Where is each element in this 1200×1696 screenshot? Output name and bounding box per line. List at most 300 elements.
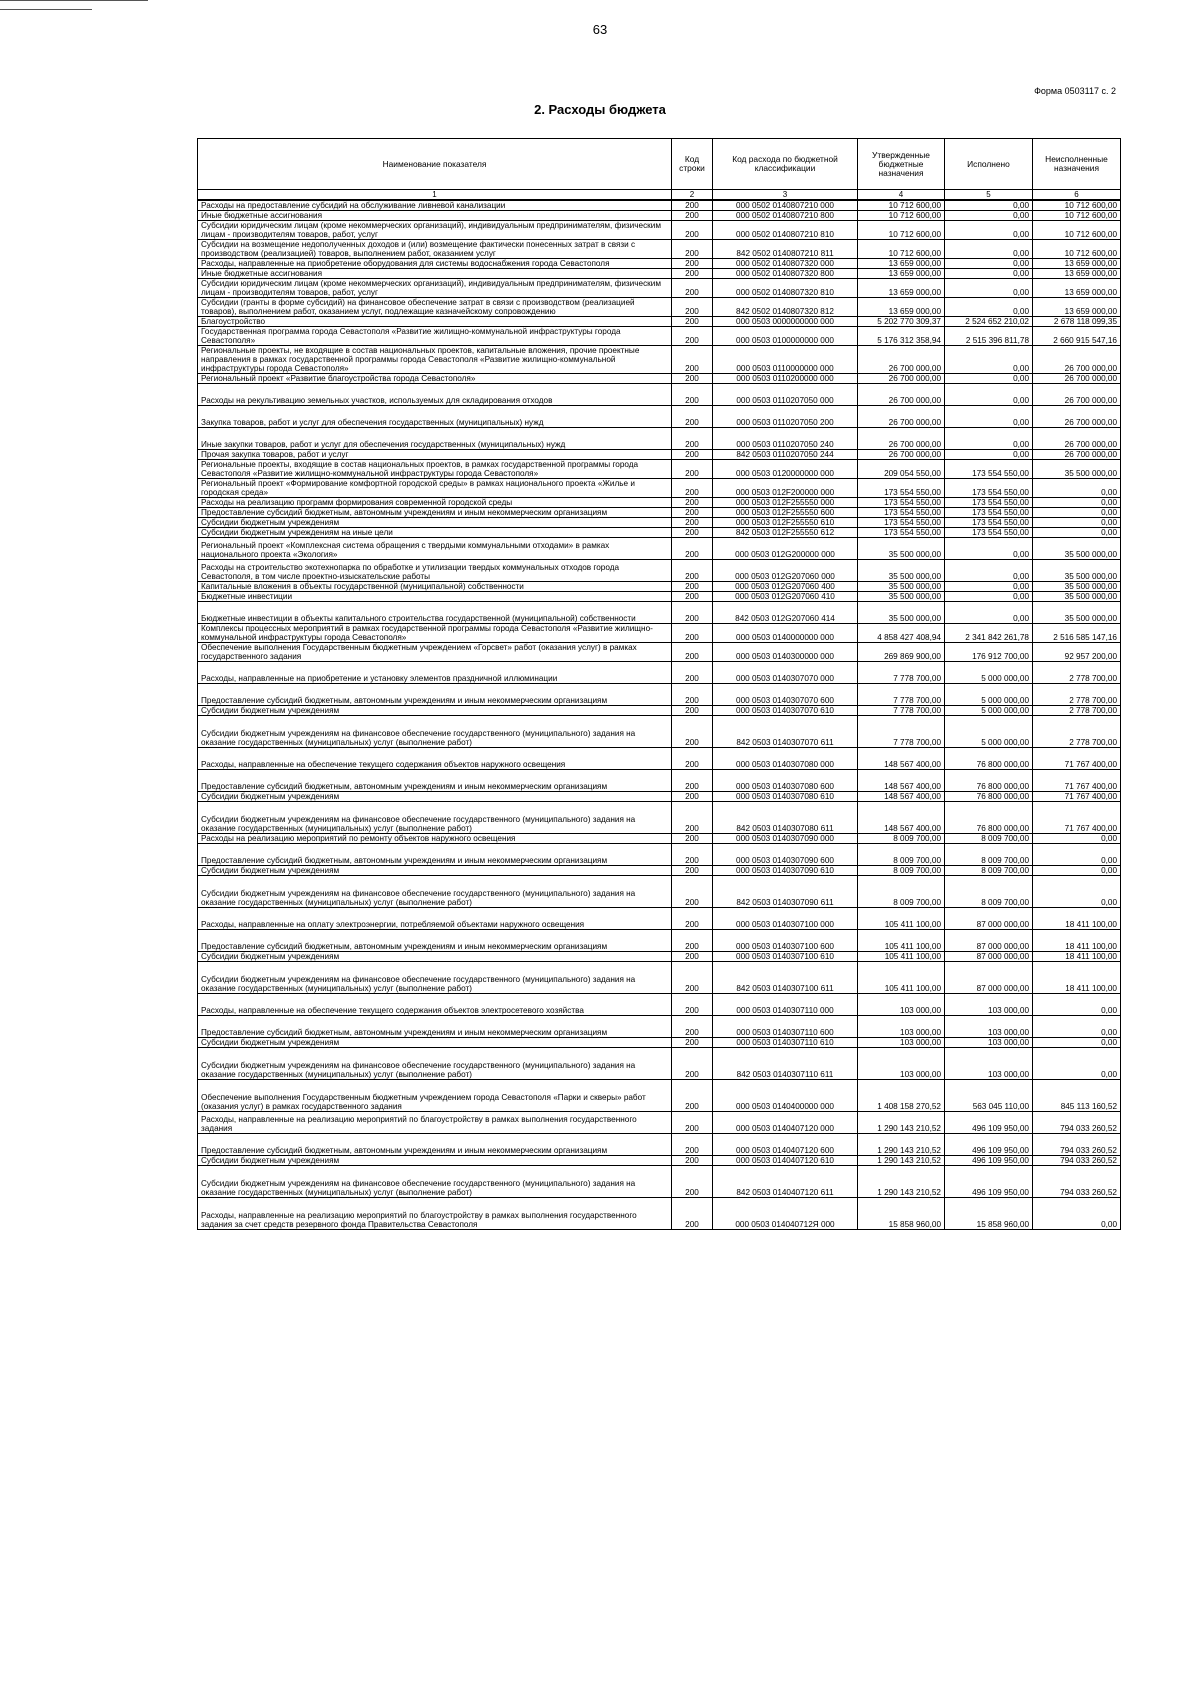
row-name-cell: Субсидии бюджетным учреждениям на финансовое обеспечение государственного (муниципального) задания на оказание государственных (муниципальных) услуг (выполнение работ) xyxy=(198,716,672,748)
row-executed-cell: 15 858 960,00 xyxy=(945,1198,1033,1230)
row-name-cell: Капитальные вложения в объекты государственной (муниципальной) собственности xyxy=(198,582,672,592)
row-name-cell: Предоставление субсидий бюджетным, автономным учреждениям и иным некоммерческим организациям xyxy=(198,508,672,518)
table-row xyxy=(198,560,1121,582)
row-kbk-cell: 000 0502 0140807210 000 xyxy=(713,200,858,211)
row-name-cell: Субсидии бюджетным учреждениям на финансовое обеспечение государственного (муниципального) задания на оказание государственных (муниципальных) услуг (выполнение работ) xyxy=(198,1166,672,1198)
row-unexecuted-cell: 0,00 xyxy=(1033,1198,1121,1230)
table-row xyxy=(198,1038,1121,1048)
row-unexecuted-cell: 13 659 000,00 xyxy=(1033,259,1121,269)
row-code-cell: 200 xyxy=(672,528,713,538)
row-unexecuted-cell: 2 778 700,00 xyxy=(1033,716,1121,748)
row-executed-cell: 2 524 652 210,02 xyxy=(945,317,1033,327)
table-row xyxy=(198,962,1121,994)
table-header-row xyxy=(198,139,1121,190)
row-kbk-cell: 842 0502 0140807320 812 xyxy=(713,298,858,317)
row-executed-cell: 103 000,00 xyxy=(945,1016,1033,1038)
row-code-cell: 200 xyxy=(672,770,713,792)
row-code-cell: 200 xyxy=(672,317,713,327)
row-kbk-cell: 000 0503 012F255550 600 xyxy=(713,508,858,518)
table-row xyxy=(198,844,1121,866)
column-header-name: Наименование показателя xyxy=(198,139,672,190)
row-code-cell: 200 xyxy=(672,450,713,460)
row-unexecuted-cell: 0,00 xyxy=(1033,1038,1121,1048)
row-unexecuted-cell: 794 033 260,52 xyxy=(1033,1134,1121,1156)
row-code-cell: 200 xyxy=(672,802,713,834)
row-executed-cell: 496 109 950,00 xyxy=(945,1156,1033,1166)
row-kbk-cell: 842 0503 0140307100 611 xyxy=(713,962,858,994)
scan-edge-line xyxy=(0,0,148,1)
row-unexecuted-cell: 71 767 400,00 xyxy=(1033,792,1121,802)
row-code-cell: 200 xyxy=(672,844,713,866)
row-kbk-cell: 000 0503 0110207050 200 xyxy=(713,406,858,428)
row-kbk-cell: 000 0502 0140807320 810 xyxy=(713,279,858,298)
row-kbk-cell: 000 0503 0140307100 610 xyxy=(713,952,858,962)
row-kbk-cell: 000 0503 0110207050 240 xyxy=(713,428,858,450)
row-code-cell: 200 xyxy=(672,930,713,952)
row-approved-cell: 8 009 700,00 xyxy=(858,866,945,876)
row-name-cell: Обеспечение выполнения Государственным бюджетным учреждением города Севастополя «Парки и скверы» работ (оказания услуг) в рамках государственного задания xyxy=(198,1080,672,1112)
table-row xyxy=(198,930,1121,952)
row-name-cell: Региональный проект «Комплексная система обращения с твердыми коммунальными отходами» в рамках национального проекта «Экология» xyxy=(198,538,672,560)
row-executed-cell: 2 341 842 261,78 xyxy=(945,624,1033,643)
row-code-cell: 200 xyxy=(672,1048,713,1080)
row-executed-cell: 0,00 xyxy=(945,221,1033,240)
row-kbk-cell: 000 0503 012F255550 610 xyxy=(713,518,858,528)
row-unexecuted-cell: 26 700 000,00 xyxy=(1033,450,1121,460)
row-executed-cell: 0,00 xyxy=(945,428,1033,450)
row-kbk-cell: 000 0502 0140807210 800 xyxy=(713,211,858,221)
row-name-cell: Расходы на предоставление субсидий на обслуживание ливневой канализации xyxy=(198,200,672,211)
row-executed-cell: 76 800 000,00 xyxy=(945,770,1033,792)
row-approved-cell: 103 000,00 xyxy=(858,1038,945,1048)
row-unexecuted-cell: 0,00 xyxy=(1033,834,1121,844)
row-name-cell: Расходы, направленные на реализацию мероприятий по благоустройству в рамках выполнения государственного задания xyxy=(198,1112,672,1134)
table-row xyxy=(198,748,1121,770)
row-executed-cell: 8 009 700,00 xyxy=(945,844,1033,866)
row-name-cell: Предоставление субсидий бюджетным, автономным учреждениям и иным некоммерческим организациям xyxy=(198,684,672,706)
row-kbk-cell: 000 0502 0140807210 810 xyxy=(713,221,858,240)
row-name-cell: Расходы на реализацию мероприятий по ремонту объектов наружного освещения xyxy=(198,834,672,844)
row-unexecuted-cell: 0,00 xyxy=(1033,508,1121,518)
row-name-cell: Субсидии (гранты в форме субсидий) на финансовое обеспечение затрат в связи с производством (реализацией товаров), выполнением работ, оказанием услуг, подлежащие казначейскому сопровождению xyxy=(198,298,672,317)
row-name-cell: Региональный проект «Развитие благоустройства города Севастополя» xyxy=(198,374,672,384)
row-name-cell: Расходы, направленные на реализацию мероприятий по благоустройству в рамках выполнения государственного задания за счет средств резервного фонда Правительства Севастополя xyxy=(198,1198,672,1230)
row-approved-cell: 13 659 000,00 xyxy=(858,259,945,269)
row-name-cell: Расходы на строительство экотехнопарка по обработке и утилизации твердых коммунальных отходов города Севастополя, в том числе проектно-изыскательские работы xyxy=(198,560,672,582)
row-name-cell: Предоставление субсидий бюджетным, автономным учреждениям и иным некоммерческим организациям xyxy=(198,1134,672,1156)
row-kbk-cell: 000 0503 012F255550 000 xyxy=(713,498,858,508)
row-executed-cell: 563 045 110,00 xyxy=(945,1080,1033,1112)
row-name-cell: Предоставление субсидий бюджетным, автономным учреждениям и иным некоммерческим организациям xyxy=(198,844,672,866)
row-executed-cell: 173 554 550,00 xyxy=(945,508,1033,518)
table-row xyxy=(198,876,1121,908)
row-executed-cell: 8 009 700,00 xyxy=(945,866,1033,876)
row-approved-cell: 1 290 143 210,52 xyxy=(858,1156,945,1166)
row-approved-cell: 148 567 400,00 xyxy=(858,792,945,802)
row-executed-cell: 496 109 950,00 xyxy=(945,1166,1033,1198)
row-code-cell: 200 xyxy=(672,834,713,844)
row-name-cell: Предоставление субсидий бюджетным, автономным учреждениям и иным некоммерческим организациям xyxy=(198,930,672,952)
row-kbk-cell: 000 0503 0140307070 610 xyxy=(713,706,858,716)
row-kbk-cell: 000 0503 0140000000 000 xyxy=(713,624,858,643)
row-approved-cell: 103 000,00 xyxy=(858,1016,945,1038)
table-row xyxy=(198,384,1121,406)
row-kbk-cell: 000 0503 0140307090 600 xyxy=(713,844,858,866)
row-kbk-cell: 000 0503 014040712Я 000 xyxy=(713,1198,858,1230)
table-row xyxy=(198,1198,1121,1230)
row-approved-cell: 5 202 770 309,37 xyxy=(858,317,945,327)
row-code-cell: 200 xyxy=(672,428,713,450)
row-unexecuted-cell: 0,00 xyxy=(1033,844,1121,866)
table-row xyxy=(198,592,1121,602)
row-approved-cell: 35 500 000,00 xyxy=(858,592,945,602)
row-executed-cell: 5 000 000,00 xyxy=(945,662,1033,684)
expenditure-table xyxy=(197,138,1121,1230)
row-name-cell: Расходы, направленные на приобретение и установку элементов праздничной иллюминации xyxy=(198,662,672,684)
row-executed-cell: 0,00 xyxy=(945,211,1033,221)
row-executed-cell: 173 554 550,00 xyxy=(945,528,1033,538)
row-unexecuted-cell: 794 033 260,52 xyxy=(1033,1166,1121,1198)
row-kbk-cell: 000 0503 012F200000 000 xyxy=(713,479,858,498)
row-code-cell: 200 xyxy=(672,279,713,298)
row-code-cell: 200 xyxy=(672,346,713,374)
row-name-cell: Субсидии бюджетным учреждениям xyxy=(198,1156,672,1166)
table-row xyxy=(198,952,1121,962)
row-unexecuted-cell: 10 712 600,00 xyxy=(1033,211,1121,221)
row-kbk-cell: 842 0503 0110207050 244 xyxy=(713,450,858,460)
table-body xyxy=(198,200,1121,1230)
row-kbk-cell: 000 0503 0140407120 000 xyxy=(713,1112,858,1134)
row-unexecuted-cell: 35 500 000,00 xyxy=(1033,582,1121,592)
table-row xyxy=(198,221,1121,240)
row-unexecuted-cell: 71 767 400,00 xyxy=(1033,802,1121,834)
row-code-cell: 200 xyxy=(672,406,713,428)
row-code-cell: 200 xyxy=(672,200,713,211)
table-row xyxy=(198,538,1121,560)
row-approved-cell: 35 500 000,00 xyxy=(858,602,945,624)
row-approved-cell: 148 567 400,00 xyxy=(858,802,945,834)
table-row xyxy=(198,374,1121,384)
row-name-cell: Субсидии юридическим лицам (кроме некоммерческих организаций), индивидуальным предпринимателям, физическим лицам - производителям товаров, работ, услуг xyxy=(198,279,672,298)
row-code-cell: 200 xyxy=(672,1198,713,1230)
row-name-cell: Закупка товаров, работ и услуг для обеспечения государственных (муниципальных) нужд xyxy=(198,406,672,428)
report-title: 2. Расходы бюджета xyxy=(534,102,666,117)
row-kbk-cell: 000 0503 0140307070 000 xyxy=(713,662,858,684)
row-approved-cell: 4 858 427 408,94 xyxy=(858,624,945,643)
row-approved-cell: 173 554 550,00 xyxy=(858,508,945,518)
row-code-cell: 200 xyxy=(672,866,713,876)
table-row xyxy=(198,450,1121,460)
row-executed-cell: 103 000,00 xyxy=(945,1048,1033,1080)
row-code-cell: 200 xyxy=(672,374,713,384)
row-unexecuted-cell: 2 778 700,00 xyxy=(1033,684,1121,706)
row-kbk-cell: 000 0503 0140407120 610 xyxy=(713,1156,858,1166)
row-approved-cell: 148 567 400,00 xyxy=(858,770,945,792)
row-executed-cell: 8 009 700,00 xyxy=(945,834,1033,844)
row-unexecuted-cell: 0,00 xyxy=(1033,528,1121,538)
row-executed-cell: 173 554 550,00 xyxy=(945,460,1033,479)
row-kbk-cell: 842 0503 0140407120 611 xyxy=(713,1166,858,1198)
row-code-cell: 200 xyxy=(672,662,713,684)
table-row xyxy=(198,508,1121,518)
row-unexecuted-cell: 26 700 000,00 xyxy=(1033,428,1121,450)
row-name-cell: Региональные проекты, входящие в состав национальных проектов, в рамках государственной программы города Севастополя «Развитие жилищно-коммунальной инфраструктуры города Севастополя» xyxy=(198,460,672,479)
row-approved-cell: 13 659 000,00 xyxy=(858,298,945,317)
row-code-cell: 200 xyxy=(672,269,713,279)
row-unexecuted-cell: 35 500 000,00 xyxy=(1033,602,1121,624)
row-unexecuted-cell: 10 712 600,00 xyxy=(1033,221,1121,240)
row-kbk-cell: 000 0503 0140307100 600 xyxy=(713,930,858,952)
column-header-kbk: Код расхода по бюджетной классификации xyxy=(713,139,858,190)
row-kbk-cell: 000 0503 012G207060 400 xyxy=(713,582,858,592)
row-unexecuted-cell: 26 700 000,00 xyxy=(1033,406,1121,428)
row-unexecuted-cell: 18 411 100,00 xyxy=(1033,930,1121,952)
row-code-cell: 200 xyxy=(672,994,713,1016)
row-code-cell: 200 xyxy=(672,792,713,802)
row-approved-cell: 35 500 000,00 xyxy=(858,560,945,582)
row-executed-cell: 0,00 xyxy=(945,269,1033,279)
table-row xyxy=(198,528,1121,538)
row-kbk-cell: 000 0503 012G207060 000 xyxy=(713,560,858,582)
row-approved-cell: 173 554 550,00 xyxy=(858,498,945,508)
row-unexecuted-cell: 18 411 100,00 xyxy=(1033,952,1121,962)
row-name-cell: Расходы, направленные на оплату электроэнергии, потребляемой объектами наружного освещения xyxy=(198,908,672,930)
row-unexecuted-cell: 13 659 000,00 xyxy=(1033,279,1121,298)
row-approved-cell: 7 778 700,00 xyxy=(858,716,945,748)
row-code-cell: 200 xyxy=(672,538,713,560)
table-row xyxy=(198,1080,1121,1112)
row-code-cell: 200 xyxy=(672,908,713,930)
table-row xyxy=(198,716,1121,748)
row-unexecuted-cell: 13 659 000,00 xyxy=(1033,269,1121,279)
row-name-cell: Комплексы процессных мероприятий в рамках государственной программы города Севастополя «Развитие жилищно-коммунальной инфраструктуры города Севастополя» xyxy=(198,624,672,643)
row-approved-cell: 1 290 143 210,52 xyxy=(858,1134,945,1156)
row-unexecuted-cell: 2 778 700,00 xyxy=(1033,662,1121,684)
row-unexecuted-cell: 794 033 260,52 xyxy=(1033,1112,1121,1134)
table-row xyxy=(198,317,1121,327)
row-name-cell: Иные бюджетные ассигнования xyxy=(198,269,672,279)
row-executed-cell: 0,00 xyxy=(945,200,1033,211)
row-unexecuted-cell: 0,00 xyxy=(1033,1048,1121,1080)
row-code-cell: 200 xyxy=(672,498,713,508)
row-executed-cell: 76 800 000,00 xyxy=(945,748,1033,770)
row-executed-cell: 76 800 000,00 xyxy=(945,792,1033,802)
column-number: 4 xyxy=(858,190,945,201)
row-code-cell: 200 xyxy=(672,592,713,602)
table-row xyxy=(198,770,1121,792)
row-approved-cell: 209 054 550,00 xyxy=(858,460,945,479)
row-code-cell: 200 xyxy=(672,952,713,962)
row-kbk-cell: 842 0503 0140307090 611 xyxy=(713,876,858,908)
row-unexecuted-cell: 26 700 000,00 xyxy=(1033,346,1121,374)
row-executed-cell: 103 000,00 xyxy=(945,1038,1033,1048)
table-row xyxy=(198,479,1121,498)
row-executed-cell: 5 000 000,00 xyxy=(945,716,1033,748)
table-row xyxy=(198,346,1121,374)
row-kbk-cell: 000 0503 0140307080 000 xyxy=(713,748,858,770)
row-kbk-cell: 000 0503 0140307090 610 xyxy=(713,866,858,876)
row-unexecuted-cell: 35 500 000,00 xyxy=(1033,538,1121,560)
row-executed-cell: 2 515 396 811,78 xyxy=(945,327,1033,346)
row-approved-cell: 26 700 000,00 xyxy=(858,450,945,460)
row-approved-cell: 103 000,00 xyxy=(858,1048,945,1080)
table-row xyxy=(198,684,1121,706)
table-row xyxy=(198,802,1121,834)
row-code-cell: 200 xyxy=(672,1156,713,1166)
row-name-cell: Субсидии бюджетным учреждениям xyxy=(198,866,672,876)
row-executed-cell: 0,00 xyxy=(945,406,1033,428)
row-unexecuted-cell: 2 516 585 147,16 xyxy=(1033,624,1121,643)
table-row xyxy=(198,327,1121,346)
row-executed-cell: 0,00 xyxy=(945,602,1033,624)
row-unexecuted-cell: 0,00 xyxy=(1033,994,1121,1016)
row-kbk-cell: 842 0503 012G207060 414 xyxy=(713,602,858,624)
table-row xyxy=(198,643,1121,662)
row-executed-cell: 87 000 000,00 xyxy=(945,962,1033,994)
row-name-cell: Иные бюджетные ассигнования xyxy=(198,211,672,221)
table-row xyxy=(198,259,1121,269)
row-unexecuted-cell: 18 411 100,00 xyxy=(1033,962,1121,994)
row-name-cell: Расходы на реализацию программ формирования современной городской среды xyxy=(198,498,672,508)
row-kbk-cell: 000 0503 0140307090 000 xyxy=(713,834,858,844)
table-row xyxy=(198,624,1121,643)
row-kbk-cell: 000 0503 0140400000 000 xyxy=(713,1080,858,1112)
row-approved-cell: 10 712 600,00 xyxy=(858,221,945,240)
row-approved-cell: 7 778 700,00 xyxy=(858,706,945,716)
row-code-cell: 200 xyxy=(672,716,713,748)
row-executed-cell: 0,00 xyxy=(945,582,1033,592)
row-code-cell: 200 xyxy=(672,479,713,498)
row-executed-cell: 87 000 000,00 xyxy=(945,952,1033,962)
row-code-cell: 200 xyxy=(672,1016,713,1038)
row-code-cell: 200 xyxy=(672,1134,713,1156)
row-approved-cell: 269 869 900,00 xyxy=(858,643,945,662)
row-unexecuted-cell: 2 778 700,00 xyxy=(1033,706,1121,716)
row-approved-cell: 5 176 312 358,94 xyxy=(858,327,945,346)
row-unexecuted-cell: 35 500 000,00 xyxy=(1033,592,1121,602)
row-kbk-cell: 842 0503 0140307110 611 xyxy=(713,1048,858,1080)
table-row xyxy=(198,1134,1121,1156)
row-approved-cell: 13 659 000,00 xyxy=(858,269,945,279)
row-code-cell: 200 xyxy=(672,221,713,240)
row-name-cell: Субсидии бюджетным учреждениям на финансовое обеспечение государственного (муниципального) задания на оказание государственных (муниципальных) услуг (выполнение работ) xyxy=(198,876,672,908)
row-code-cell: 200 xyxy=(672,240,713,259)
row-executed-cell: 173 554 550,00 xyxy=(945,498,1033,508)
row-kbk-cell: 000 0503 0140307110 000 xyxy=(713,994,858,1016)
row-code-cell: 200 xyxy=(672,643,713,662)
row-executed-cell: 173 554 550,00 xyxy=(945,518,1033,528)
row-code-cell: 200 xyxy=(672,508,713,518)
row-approved-cell: 1 290 143 210,52 xyxy=(858,1112,945,1134)
row-kbk-cell: 000 0503 0110000000 000 xyxy=(713,346,858,374)
row-approved-cell: 10 712 600,00 xyxy=(858,240,945,259)
row-approved-cell: 105 411 100,00 xyxy=(858,962,945,994)
row-executed-cell: 0,00 xyxy=(945,592,1033,602)
row-kbk-cell: 000 0503 0140307080 610 xyxy=(713,792,858,802)
table-row xyxy=(198,706,1121,716)
column-number: 1 xyxy=(198,190,672,201)
row-code-cell: 200 xyxy=(672,1080,713,1112)
row-name-cell: Расходы, направленные на приобретение оборудования для системы водоснабжения города Севастополя xyxy=(198,259,672,269)
row-approved-cell: 8 009 700,00 xyxy=(858,844,945,866)
row-approved-cell: 26 700 000,00 xyxy=(858,374,945,384)
row-unexecuted-cell: 92 957 200,00 xyxy=(1033,643,1121,662)
row-code-cell: 200 xyxy=(672,460,713,479)
row-approved-cell: 35 500 000,00 xyxy=(858,538,945,560)
table-row xyxy=(198,498,1121,508)
table-row xyxy=(198,428,1121,450)
row-approved-cell: 1 290 143 210,52 xyxy=(858,1166,945,1198)
row-executed-cell: 173 554 550,00 xyxy=(945,479,1033,498)
table-row xyxy=(198,662,1121,684)
row-name-cell: Субсидии бюджетным учреждениям xyxy=(198,518,672,528)
row-approved-cell: 173 554 550,00 xyxy=(858,528,945,538)
row-code-cell: 200 xyxy=(672,582,713,592)
row-name-cell: Субсидии на возмещение недополученных доходов и (или) возмещение фактически понесенных затрат в связи с производством (реализацией) товаров, выполнением работ, оказанием услуг xyxy=(198,240,672,259)
row-name-cell: Расходы, направленные на обеспечение текущего содержания объектов электросетевого хозяйства xyxy=(198,994,672,1016)
row-executed-cell: 496 109 950,00 xyxy=(945,1112,1033,1134)
row-executed-cell: 176 912 700,00 xyxy=(945,643,1033,662)
row-name-cell: Обеспечение выполнения Государственным бюджетным учреждением «Горсвет» работ (оказания услуг) в рамках государственного задания xyxy=(198,643,672,662)
row-kbk-cell: 000 0502 0140807320 000 xyxy=(713,259,858,269)
row-executed-cell: 0,00 xyxy=(945,259,1033,269)
row-kbk-cell: 000 0503 0100000000 000 xyxy=(713,327,858,346)
row-name-cell: Бюджетные инвестиции в объекты капитального строительства государственной (муниципальной) собственности xyxy=(198,602,672,624)
table-row xyxy=(198,602,1121,624)
row-name-cell: Субсидии бюджетным учреждениям на финансовое обеспечение государственного (муниципального) задания на оказание государственных (муниципальных) услуг (выполнение работ) xyxy=(198,1048,672,1080)
column-header-executed: Исполнено xyxy=(945,139,1033,190)
row-code-cell: 200 xyxy=(672,1166,713,1198)
row-code-cell: 200 xyxy=(672,1112,713,1134)
row-approved-cell: 15 858 960,00 xyxy=(858,1198,945,1230)
form-reference: Форма 0503117 с. 2 xyxy=(1034,86,1116,96)
row-unexecuted-cell: 0,00 xyxy=(1033,518,1121,528)
row-unexecuted-cell: 0,00 xyxy=(1033,1016,1121,1038)
column-header-approved: Утвержденные бюджетные назначения xyxy=(858,139,945,190)
row-approved-cell: 105 411 100,00 xyxy=(858,952,945,962)
row-code-cell: 200 xyxy=(672,327,713,346)
row-executed-cell: 0,00 xyxy=(945,374,1033,384)
row-approved-cell: 105 411 100,00 xyxy=(858,908,945,930)
table-row xyxy=(198,792,1121,802)
table-row xyxy=(198,1166,1121,1198)
page-number: 63 xyxy=(592,22,608,37)
row-code-cell: 200 xyxy=(672,624,713,643)
row-executed-cell: 0,00 xyxy=(945,240,1033,259)
row-approved-cell: 148 567 400,00 xyxy=(858,748,945,770)
row-unexecuted-cell: 10 712 600,00 xyxy=(1033,240,1121,259)
row-name-cell: Субсидии юридическим лицам (кроме некоммерческих организаций), индивидуальным предпринимателям, физическим лицам - производителям товаров, работ, услуг xyxy=(198,221,672,240)
row-unexecuted-cell: 794 033 260,52 xyxy=(1033,1156,1121,1166)
row-name-cell: Бюджетные инвестиции xyxy=(198,592,672,602)
row-name-cell: Прочая закупка товаров, работ и услуг xyxy=(198,450,672,460)
row-kbk-cell: 842 0503 0140307070 611 xyxy=(713,716,858,748)
row-approved-cell: 35 500 000,00 xyxy=(858,582,945,592)
row-executed-cell: 5 000 000,00 xyxy=(945,684,1033,706)
table-row xyxy=(198,518,1121,528)
row-code-cell: 200 xyxy=(672,518,713,528)
row-kbk-cell: 000 0503 0140307110 600 xyxy=(713,1016,858,1038)
row-kbk-cell: 000 0503 0110207050 000 xyxy=(713,384,858,406)
row-approved-cell: 103 000,00 xyxy=(858,994,945,1016)
row-unexecuted-cell: 0,00 xyxy=(1033,498,1121,508)
row-approved-cell: 173 554 550,00 xyxy=(858,479,945,498)
table-row xyxy=(198,279,1121,298)
table-row xyxy=(198,582,1121,592)
row-unexecuted-cell: 845 113 160,52 xyxy=(1033,1080,1121,1112)
row-unexecuted-cell: 18 411 100,00 xyxy=(1033,908,1121,930)
row-unexecuted-cell: 71 767 400,00 xyxy=(1033,748,1121,770)
